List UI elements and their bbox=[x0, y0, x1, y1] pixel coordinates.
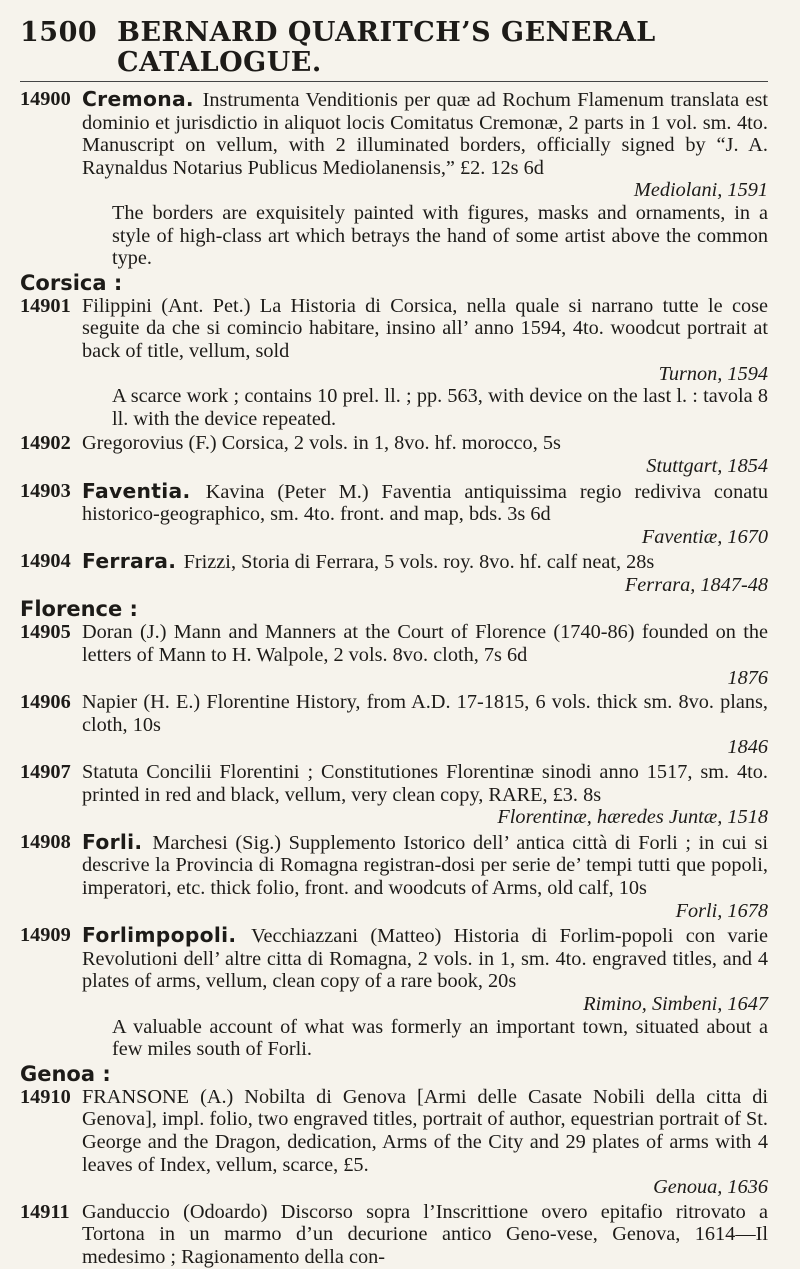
entry-imprint: Forli, 1678 bbox=[675, 899, 768, 922]
entry-number: 14905 bbox=[20, 621, 71, 644]
entry-description: Marchesi (Sig.) Supplemento Istorico dell’ antica città di Forli ; in cui si descrive la Provincia di Romagna registran-dosi per serie de’ tempi tutti que popoli, imperatori, etc. thick folio, front. and woodcuts of Arms, old calf, 10s bbox=[82, 831, 768, 899]
catalogue-entry bbox=[20, 1086, 768, 1199]
entry-description: Gregorovius (F.) Corsica, 2 vols. in 1, 8vo. hf. morocco, 5s bbox=[82, 432, 561, 455]
entry-imprint: Turnon, 1594 bbox=[658, 362, 768, 385]
entry-description: Frizzi, Storia di Ferrara, 5 vols. roy. 8vo. hf. calf neat, 28s bbox=[183, 551, 655, 574]
entry-description: Ganduccio (Odoardo) Discorso sopra l’Inscrittione overo epitafio ritrovato a Tortona in un marmo d’un decurione antico Geno-vese, Genova, 1614—Il medesimo ; Ragionamento della con- bbox=[82, 1200, 768, 1268]
entry-number: 14910 bbox=[20, 1085, 71, 1108]
catalogue-entry bbox=[20, 1201, 768, 1269]
page-number: 1500 bbox=[20, 17, 98, 48]
entry-imprint: Ferrara, 1847-48 bbox=[624, 573, 768, 596]
entry-imprint: Genoua, 1636 bbox=[653, 1176, 768, 1199]
running-head bbox=[20, 18, 768, 78]
entry-imprint: Rimino, Simbeni, 1647 bbox=[583, 992, 768, 1015]
entry-number: 14900 bbox=[20, 88, 71, 110]
catalogue-entry bbox=[20, 480, 768, 549]
catalogue-entry bbox=[20, 295, 768, 431]
catalogue-entry bbox=[20, 831, 768, 922]
catalogue-entry bbox=[20, 761, 768, 829]
catalogue-entry bbox=[20, 550, 768, 596]
entry-description: Doran (J.) Mann and Manners at the Court of Florence (1740-86) founded on the letters of Mann to H. Walpole, 2 vols. 8vo. cloth, 7s 6d bbox=[82, 621, 768, 667]
entry-imprint: 1846 bbox=[727, 736, 768, 759]
entry-place: Faventia. bbox=[82, 478, 206, 503]
entry-imprint: Stuttgart, 1854 bbox=[646, 454, 768, 477]
catalogue-entry bbox=[20, 924, 768, 1061]
page-title: BERNARD QUARITCH’S GENERAL CATALOGUE. bbox=[117, 17, 656, 78]
entry-number: 14904 bbox=[20, 550, 71, 573]
entry-imprint: Mediolani, 1591 bbox=[633, 179, 768, 202]
entry-number: 14903 bbox=[20, 479, 71, 502]
section-heading: Florence : bbox=[20, 597, 138, 622]
entry-note: A valuable account of what was formerly an important town, situated about a few miles south of Forli. bbox=[112, 1015, 768, 1061]
catalogue-entry bbox=[20, 88, 768, 270]
entry-number: 14908 bbox=[20, 830, 71, 853]
entry-number: 14911 bbox=[20, 1200, 70, 1223]
entry-number: 14907 bbox=[20, 761, 71, 784]
entry-number: 14906 bbox=[20, 691, 71, 714]
catalogue-entry bbox=[20, 621, 768, 689]
entry-note: The borders are exquisitely painted with figures, masks and ornaments, in a style of high-class art which betrays the hand of some artist above the common type. bbox=[112, 201, 768, 270]
catalogue-entry bbox=[20, 432, 768, 477]
entry-imprint: Faventiæ, 1670 bbox=[641, 525, 768, 548]
entry-imprint: 1876 bbox=[727, 666, 768, 689]
entry-place: Forli. bbox=[82, 829, 153, 854]
header-rule bbox=[20, 81, 768, 82]
entry-description: Napier (H. E.) Florentine History, from A.D. 17-1815, 6 vols. thick sm. 8vo. plans, cloth, 10s bbox=[82, 691, 768, 736]
entry-description: Instrumenta Venditionis per quæ ad Rochum Flamenum translata est dominio et jurisdictio in aliquot locis Comitatus Cremonæ, 2 parts in 1 vol. sm. 4to. Manuscript on vellum, with 2 illuminated borders, officially signed by “J. A. Raynaldus Notarius Publicus Mediolanensis,” £2. 12s 6d bbox=[82, 89, 768, 179]
entry-description: FRANSONE (A.) Nobilta di Genova [Armi delle Casate Nobili della citta di Genova], impl. folio, two engraved titles, portrait of author, equestrian portrait of St. George and the Dragon, dedication, Arms of the City and 29 plates of arms with 4 leaves of Index, vellum, scarce, £5. bbox=[82, 1085, 768, 1176]
entry-description: Filippini (Ant. Pet.) La Historia di Corsica, nella quale si narrano tutte le cose seguite da che si comincio habitare, insino all’ anno 1594, 4to. woodcut portrait at back of title, vellum, sold bbox=[82, 294, 768, 362]
catalogue-entry bbox=[20, 691, 768, 759]
section-heading: Corsica : bbox=[20, 270, 123, 295]
entry-place: Forlimpopoli. bbox=[82, 923, 252, 948]
entry-description: Kavina (Peter M.) Faventia antiquissima regio rediviva conatu historico-geographico, sm. 4to. front. and map, bds. 3s 6d bbox=[82, 480, 768, 526]
entry-note: A scarce work ; contains 10 prel. ll. ; pp. 563, with device on the last l. : tavola 8 ll. with the device repeated. bbox=[112, 385, 768, 430]
entry-description: Statuta Concilii Florentini ; Constitutiones Florentinæ sinodi anno 1517, sm. 4to. printed in red and black, vellum, very clean copy, RARE, £3. 8s bbox=[82, 761, 768, 806]
section-heading: Genoa : bbox=[20, 1061, 111, 1086]
catalogue-body bbox=[20, 88, 768, 1269]
entry-place: Cremona. bbox=[82, 87, 203, 111]
entry-number: 14909 bbox=[20, 924, 71, 947]
entry-number: 14902 bbox=[20, 432, 71, 455]
entry-description: Vecchiazzani (Matteo) Historia di Forlim-popoli con varie Revolutioni dell’ altre citta di Romagna, 2 vols. in 1, sm. 4to. engraved titles, and 4 plates of arms, vellum, clean copy of a rare book, 20s bbox=[82, 925, 769, 993]
entry-number: 14901 bbox=[20, 294, 71, 317]
entry-place: Ferrara. bbox=[82, 549, 184, 574]
entry-imprint: Florentinæ, hæredes Juntæ, 1518 bbox=[497, 806, 768, 829]
